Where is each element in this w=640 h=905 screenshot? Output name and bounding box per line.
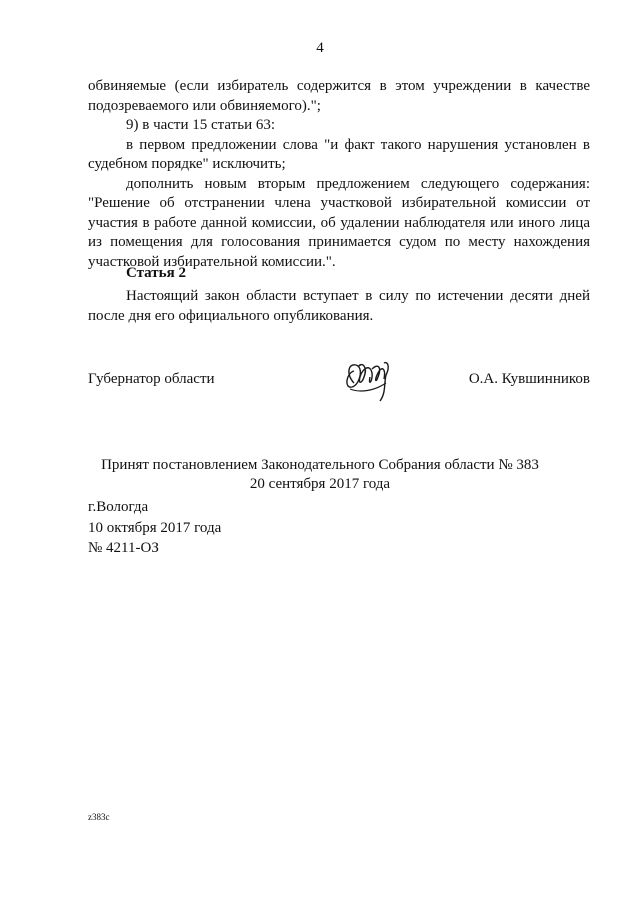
city: г.Вологда [88,499,149,515]
adoption-date: 20 сентября 2017 года [249,476,391,492]
place-date-block [88,497,221,559]
handwritten-signature [340,353,400,405]
signing-date: 10 октября 2017 года [88,519,222,536]
paragraph: 9) в части 15 статьи 63: [126,117,276,133]
amendment-text [88,77,590,272]
adoption-note [0,456,640,494]
article-body [88,287,590,326]
footer-code: z383c [88,812,110,822]
article-heading: Статья 2 [126,265,186,281]
signatory-name: О.А. Кувшинников [468,371,590,387]
adoption-line: Принят постановлением Законодательного Собрания области № 383 [101,457,539,473]
law-number: № 4211-ОЗ [88,540,159,556]
page-number: 4 [316,40,324,56]
article-paragraph: Настоящий закон области вступает в силу по истечении десяти дней после дня его официального опубликования. [88,288,590,324]
paragraph: дополнить новым вторым предложением следующего содержания: "Решение об отстранении члена участковой избирательной комиссии от участия в работе данной комиссии, об удалении наблюдателя или иного лица из помещения для голосования принимается судом по месту нахождения участковой избирательной комиссии.". [88,175,590,270]
signatory-title: Губернатор области [88,371,215,387]
paragraph: в первом предложении слова "и факт такого нарушения установлен в судебном порядке" исключить; [88,136,590,172]
paragraph: обвиняемые (если избиратель содержится в этом учреждении в качестве подозреваемого или обвиняемого)."; [88,78,590,114]
